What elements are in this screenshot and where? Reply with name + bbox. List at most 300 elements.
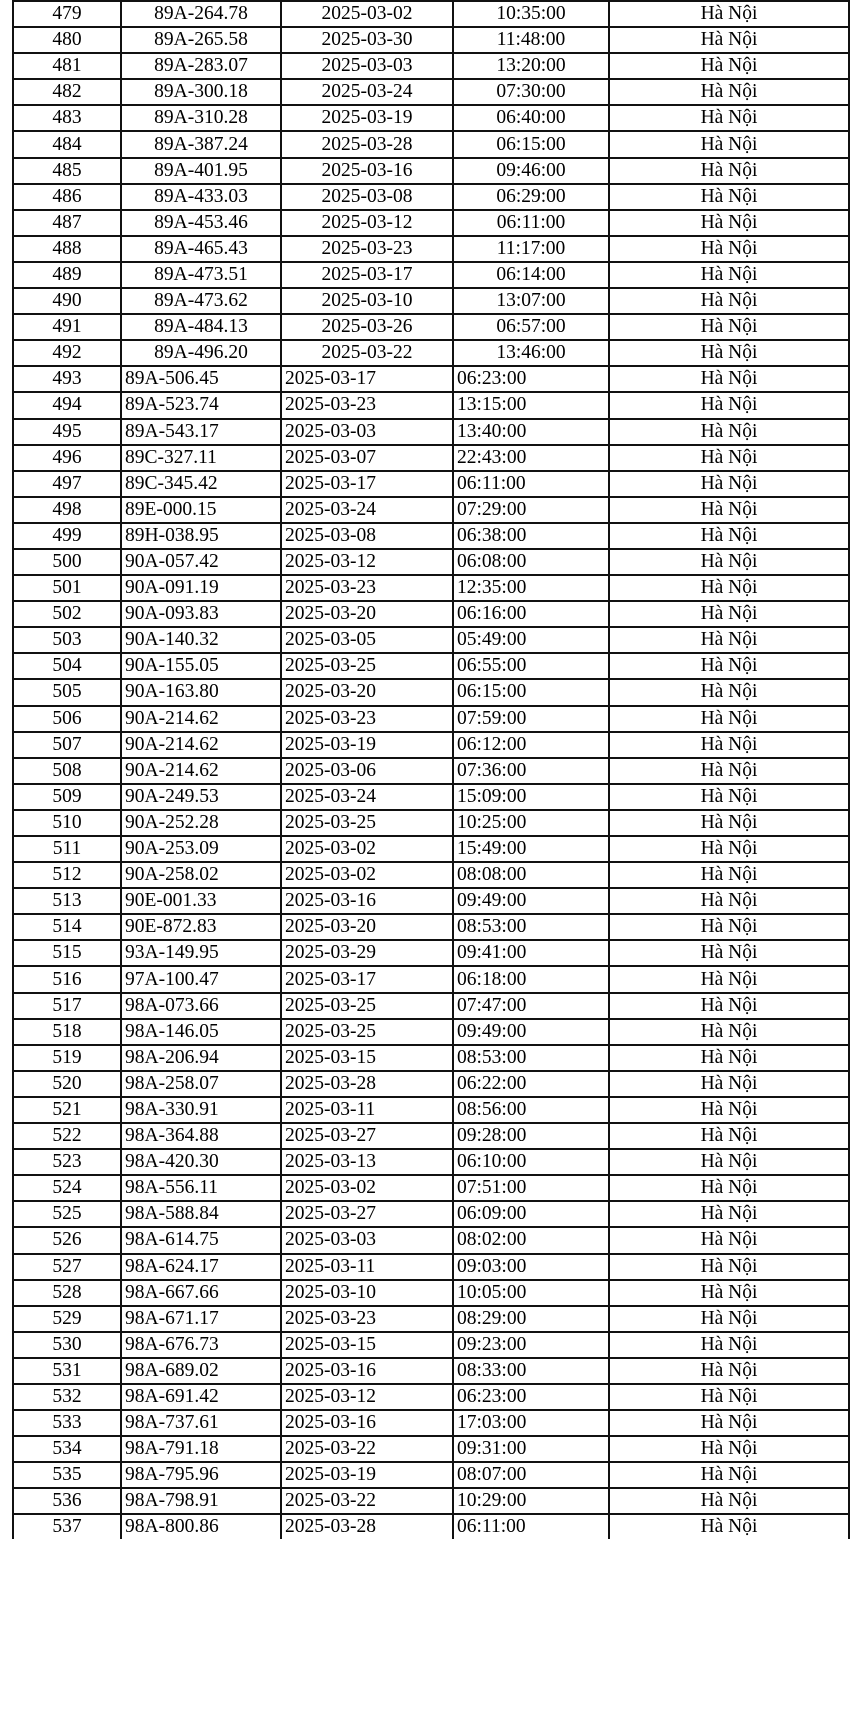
cell-city: Hà Nội — [609, 549, 849, 575]
cell-date: 2025-03-24 — [281, 497, 453, 523]
cell-date: 2025-03-02 — [281, 836, 453, 862]
cell-city: Hà Nội — [609, 366, 849, 392]
cell-date: 2025-03-16 — [281, 1358, 453, 1384]
cell-no: 534 — [13, 1436, 121, 1462]
cell-time: 06:29:00 — [453, 184, 609, 210]
cell-no: 503 — [13, 627, 121, 653]
cell-plate: 90E-001.33 — [121, 888, 281, 914]
cell-no: 512 — [13, 862, 121, 888]
cell-no: 528 — [13, 1280, 121, 1306]
cell-time: 08:02:00 — [453, 1227, 609, 1253]
cell-city: Hà Nội — [609, 497, 849, 523]
cell-date: 2025-03-25 — [281, 993, 453, 1019]
cell-date: 2025-03-13 — [281, 1149, 453, 1175]
cell-time: 06:09:00 — [453, 1201, 609, 1227]
cell-date: 2025-03-11 — [281, 1097, 453, 1123]
cell-date: 2025-03-03 — [281, 419, 453, 445]
cell-plate: 89A-496.20 — [121, 340, 281, 366]
cell-time: 08:33:00 — [453, 1358, 609, 1384]
cell-plate: 98A-073.66 — [121, 993, 281, 1019]
table-row — [13, 419, 849, 445]
cell-city: Hà Nội — [609, 288, 849, 314]
cell-no: 499 — [13, 523, 121, 549]
cell-plate: 89A-453.46 — [121, 210, 281, 236]
cell-date: 2025-03-10 — [281, 288, 453, 314]
table-row — [13, 1149, 849, 1175]
table-row — [13, 758, 849, 784]
cell-plate: 98A-364.88 — [121, 1123, 281, 1149]
cell-plate: 89A-473.62 — [121, 288, 281, 314]
cell-city: Hà Nội — [609, 1358, 849, 1384]
cell-date: 2025-03-08 — [281, 523, 453, 549]
cell-no: 524 — [13, 1175, 121, 1201]
cell-date: 2025-03-30 — [281, 27, 453, 53]
cell-time: 11:48:00 — [453, 27, 609, 53]
cell-city: Hà Nội — [609, 966, 849, 992]
cell-no: 500 — [13, 549, 121, 575]
cell-time: 06:55:00 — [453, 653, 609, 679]
cell-time: 08:08:00 — [453, 862, 609, 888]
cell-city: Hà Nội — [609, 653, 849, 679]
cell-no: 490 — [13, 288, 121, 314]
cell-date: 2025-03-05 — [281, 627, 453, 653]
cell-no: 497 — [13, 471, 121, 497]
cell-time: 09:41:00 — [453, 940, 609, 966]
cell-city: Hà Nội — [609, 210, 849, 236]
cell-time: 07:36:00 — [453, 758, 609, 784]
cell-time: 09:46:00 — [453, 158, 609, 184]
cell-time: 06:38:00 — [453, 523, 609, 549]
cell-plate: 98A-671.17 — [121, 1306, 281, 1332]
cell-city: Hà Nội — [609, 1227, 849, 1253]
cell-no: 525 — [13, 1201, 121, 1227]
cell-city: Hà Nội — [609, 810, 849, 836]
cell-city: Hà Nội — [609, 940, 849, 966]
table-row — [13, 679, 849, 705]
cell-city: Hà Nội — [609, 1514, 849, 1539]
cell-time: 17:03:00 — [453, 1410, 609, 1436]
cell-date: 2025-03-16 — [281, 1410, 453, 1436]
cell-no: 496 — [13, 445, 121, 471]
cell-city: Hà Nội — [609, 1488, 849, 1514]
cell-date: 2025-03-10 — [281, 1280, 453, 1306]
cell-no: 493 — [13, 366, 121, 392]
table-row — [13, 288, 849, 314]
cell-time: 07:59:00 — [453, 706, 609, 732]
cell-no: 480 — [13, 27, 121, 53]
cell-time: 06:40:00 — [453, 105, 609, 131]
cell-plate: 98A-206.94 — [121, 1045, 281, 1071]
cell-city: Hà Nội — [609, 1254, 849, 1280]
cell-time: 09:31:00 — [453, 1436, 609, 1462]
table-row — [13, 1410, 849, 1436]
cell-plate: 98A-667.66 — [121, 1280, 281, 1306]
cell-plate: 89A-283.07 — [121, 53, 281, 79]
table-row — [13, 497, 849, 523]
cell-no: 479 — [13, 1, 121, 27]
cell-city: Hà Nội — [609, 1436, 849, 1462]
cell-time: 15:09:00 — [453, 784, 609, 810]
cell-city: Hà Nội — [609, 471, 849, 497]
cell-city: Hà Nội — [609, 993, 849, 1019]
cell-date: 2025-03-15 — [281, 1045, 453, 1071]
cell-city: Hà Nội — [609, 836, 849, 862]
cell-city: Hà Nội — [609, 1384, 849, 1410]
cell-plate: 89A-523.74 — [121, 392, 281, 418]
cell-no: 521 — [13, 1097, 121, 1123]
cell-date: 2025-03-03 — [281, 1227, 453, 1253]
cell-date: 2025-03-02 — [281, 1, 453, 27]
cell-time: 09:49:00 — [453, 1019, 609, 1045]
table-row — [13, 601, 849, 627]
cell-plate: 98A-258.07 — [121, 1071, 281, 1097]
cell-plate: 90A-091.19 — [121, 575, 281, 601]
cell-plate: 98A-624.17 — [121, 1254, 281, 1280]
cell-no: 523 — [13, 1149, 121, 1175]
cell-city: Hà Nội — [609, 419, 849, 445]
table-row — [13, 1019, 849, 1045]
cell-date: 2025-03-28 — [281, 1071, 453, 1097]
cell-plate: 98A-691.42 — [121, 1384, 281, 1410]
table-row — [13, 236, 849, 262]
cell-date: 2025-03-23 — [281, 706, 453, 732]
cell-city: Hà Nội — [609, 79, 849, 105]
cell-time: 12:35:00 — [453, 575, 609, 601]
cell-time: 22:43:00 — [453, 445, 609, 471]
cell-time: 06:16:00 — [453, 601, 609, 627]
cell-plate: 98A-420.30 — [121, 1149, 281, 1175]
table-row — [13, 366, 849, 392]
cell-no: 517 — [13, 993, 121, 1019]
table-row — [13, 1514, 849, 1539]
cell-date: 2025-03-17 — [281, 366, 453, 392]
cell-no: 522 — [13, 1123, 121, 1149]
table-row — [13, 471, 849, 497]
cell-date: 2025-03-27 — [281, 1123, 453, 1149]
table-row — [13, 131, 849, 157]
cell-time: 07:29:00 — [453, 497, 609, 523]
cell-city: Hà Nội — [609, 184, 849, 210]
cell-plate: 90A-214.62 — [121, 706, 281, 732]
cell-plate: 89A-465.43 — [121, 236, 281, 262]
table-row — [13, 1175, 849, 1201]
cell-date: 2025-03-08 — [281, 184, 453, 210]
cell-no: 518 — [13, 1019, 121, 1045]
table-row — [13, 210, 849, 236]
cell-time: 06:18:00 — [453, 966, 609, 992]
cell-no: 487 — [13, 210, 121, 236]
table-row — [13, 1358, 849, 1384]
cell-plate: 90A-258.02 — [121, 862, 281, 888]
cell-no: 530 — [13, 1332, 121, 1358]
cell-plate: 90A-249.53 — [121, 784, 281, 810]
cell-time: 06:11:00 — [453, 471, 609, 497]
cell-no: 537 — [13, 1514, 121, 1539]
cell-date: 2025-03-24 — [281, 784, 453, 810]
cell-date: 2025-03-23 — [281, 236, 453, 262]
cell-plate: 90A-253.09 — [121, 836, 281, 862]
cell-plate: 98A-588.84 — [121, 1201, 281, 1227]
cell-no: 533 — [13, 1410, 121, 1436]
cell-time: 06:15:00 — [453, 679, 609, 705]
cell-city: Hà Nội — [609, 862, 849, 888]
cell-plate: 89A-387.24 — [121, 131, 281, 157]
cell-plate: 89A-433.03 — [121, 184, 281, 210]
cell-time: 06:57:00 — [453, 314, 609, 340]
table-row — [13, 1, 849, 27]
cell-no: 519 — [13, 1045, 121, 1071]
cell-plate: 98A-676.73 — [121, 1332, 281, 1358]
cell-no: 501 — [13, 575, 121, 601]
cell-plate: 90A-214.62 — [121, 758, 281, 784]
cell-plate: 90A-140.32 — [121, 627, 281, 653]
cell-city: Hà Nội — [609, 1, 849, 27]
cell-city: Hà Nội — [609, 1410, 849, 1436]
cell-date: 2025-03-23 — [281, 392, 453, 418]
cell-plate: 98A-800.86 — [121, 1514, 281, 1539]
table-row — [13, 445, 849, 471]
cell-no: 485 — [13, 158, 121, 184]
cell-time: 11:17:00 — [453, 236, 609, 262]
cell-city: Hà Nội — [609, 1280, 849, 1306]
table-row — [13, 1227, 849, 1253]
cell-time: 10:35:00 — [453, 1, 609, 27]
cell-time: 06:11:00 — [453, 210, 609, 236]
table-row — [13, 549, 849, 575]
cell-date: 2025-03-23 — [281, 575, 453, 601]
table-row — [13, 105, 849, 131]
cell-no: 498 — [13, 497, 121, 523]
cell-no: 495 — [13, 419, 121, 445]
cell-no: 484 — [13, 131, 121, 157]
cell-date: 2025-03-20 — [281, 679, 453, 705]
cell-date: 2025-03-03 — [281, 53, 453, 79]
cell-city: Hà Nội — [609, 1019, 849, 1045]
table-row — [13, 314, 849, 340]
cell-date: 2025-03-25 — [281, 810, 453, 836]
cell-no: 527 — [13, 1254, 121, 1280]
cell-plate: 90A-155.05 — [121, 653, 281, 679]
cell-no: 516 — [13, 966, 121, 992]
cell-plate: 98A-689.02 — [121, 1358, 281, 1384]
cell-plate: 89A-264.78 — [121, 1, 281, 27]
cell-date: 2025-03-25 — [281, 653, 453, 679]
cell-time: 08:56:00 — [453, 1097, 609, 1123]
cell-plate: 98A-737.61 — [121, 1410, 281, 1436]
table-row — [13, 79, 849, 105]
cell-no: 536 — [13, 1488, 121, 1514]
cell-city: Hà Nội — [609, 784, 849, 810]
cell-city: Hà Nội — [609, 105, 849, 131]
table-row — [13, 1280, 849, 1306]
cell-time: 08:53:00 — [453, 914, 609, 940]
table-row — [13, 732, 849, 758]
violation-table — [12, 0, 850, 1539]
table-row — [13, 653, 849, 679]
cell-date: 2025-03-17 — [281, 262, 453, 288]
cell-date: 2025-03-07 — [281, 445, 453, 471]
cell-date: 2025-03-22 — [281, 340, 453, 366]
cell-no: 510 — [13, 810, 121, 836]
cell-city: Hà Nội — [609, 1045, 849, 1071]
cell-plate: 89A-310.28 — [121, 105, 281, 131]
cell-time: 06:23:00 — [453, 1384, 609, 1410]
cell-time: 06:10:00 — [453, 1149, 609, 1175]
cell-city: Hà Nội — [609, 131, 849, 157]
cell-plate: 89A-543.17 — [121, 419, 281, 445]
table-row — [13, 993, 849, 1019]
cell-city: Hà Nội — [609, 706, 849, 732]
cell-city: Hà Nội — [609, 758, 849, 784]
table-row — [13, 888, 849, 914]
table-row — [13, 914, 849, 940]
cell-no: 509 — [13, 784, 121, 810]
cell-no: 491 — [13, 314, 121, 340]
table-row — [13, 340, 849, 366]
cell-time: 13:20:00 — [453, 53, 609, 79]
cell-time: 10:29:00 — [453, 1488, 609, 1514]
table-row — [13, 575, 849, 601]
cell-time: 05:49:00 — [453, 627, 609, 653]
cell-no: 526 — [13, 1227, 121, 1253]
cell-date: 2025-03-02 — [281, 862, 453, 888]
table-row — [13, 1306, 849, 1332]
cell-city: Hà Nội — [609, 1306, 849, 1332]
cell-city: Hà Nội — [609, 314, 849, 340]
cell-city: Hà Nội — [609, 1149, 849, 1175]
cell-no: 531 — [13, 1358, 121, 1384]
cell-date: 2025-03-23 — [281, 1306, 453, 1332]
cell-date: 2025-03-02 — [281, 1175, 453, 1201]
cell-city: Hà Nội — [609, 601, 849, 627]
cell-date: 2025-03-29 — [281, 940, 453, 966]
table-row — [13, 1436, 849, 1462]
table-row — [13, 27, 849, 53]
cell-date: 2025-03-17 — [281, 966, 453, 992]
cell-no: 535 — [13, 1462, 121, 1488]
cell-city: Hà Nội — [609, 679, 849, 705]
cell-no: 511 — [13, 836, 121, 862]
cell-time: 08:53:00 — [453, 1045, 609, 1071]
cell-time: 13:15:00 — [453, 392, 609, 418]
cell-no: 515 — [13, 940, 121, 966]
cell-plate: 90A-093.83 — [121, 601, 281, 627]
cell-plate: 98A-791.18 — [121, 1436, 281, 1462]
cell-time: 08:29:00 — [453, 1306, 609, 1332]
cell-no: 520 — [13, 1071, 121, 1097]
cell-plate: 98A-556.11 — [121, 1175, 281, 1201]
cell-city: Hà Nội — [609, 158, 849, 184]
cell-date: 2025-03-16 — [281, 158, 453, 184]
cell-plate: 89A-401.95 — [121, 158, 281, 184]
cell-plate: 90E-872.83 — [121, 914, 281, 940]
cell-date: 2025-03-12 — [281, 210, 453, 236]
cell-city: Hà Nội — [609, 1097, 849, 1123]
table-row — [13, 262, 849, 288]
cell-date: 2025-03-22 — [281, 1436, 453, 1462]
cell-date: 2025-03-06 — [281, 758, 453, 784]
cell-time: 13:40:00 — [453, 419, 609, 445]
cell-no: 514 — [13, 914, 121, 940]
cell-time: 06:14:00 — [453, 262, 609, 288]
table-row — [13, 627, 849, 653]
cell-time: 10:05:00 — [453, 1280, 609, 1306]
cell-time: 07:47:00 — [453, 993, 609, 1019]
cell-time: 06:11:00 — [453, 1514, 609, 1539]
cell-time: 06:15:00 — [453, 131, 609, 157]
cell-plate: 89C-345.42 — [121, 471, 281, 497]
cell-no: 483 — [13, 105, 121, 131]
cell-time: 07:51:00 — [453, 1175, 609, 1201]
cell-city: Hà Nội — [609, 392, 849, 418]
cell-plate: 90A-214.62 — [121, 732, 281, 758]
cell-plate: 98A-798.91 — [121, 1488, 281, 1514]
cell-date: 2025-03-26 — [281, 314, 453, 340]
table-row — [13, 392, 849, 418]
table-body — [13, 1, 849, 1539]
cell-no: 508 — [13, 758, 121, 784]
cell-city: Hà Nội — [609, 627, 849, 653]
cell-city: Hà Nội — [609, 888, 849, 914]
cell-city: Hà Nội — [609, 1175, 849, 1201]
table-row — [13, 1045, 849, 1071]
cell-no: 505 — [13, 679, 121, 705]
table-row — [13, 1123, 849, 1149]
cell-date: 2025-03-19 — [281, 1462, 453, 1488]
cell-plate: 97A-100.47 — [121, 966, 281, 992]
cell-plate: 90A-252.28 — [121, 810, 281, 836]
table-row — [13, 1097, 849, 1123]
cell-city: Hà Nội — [609, 523, 849, 549]
cell-city: Hà Nội — [609, 914, 849, 940]
table-row — [13, 1071, 849, 1097]
table-row — [13, 1488, 849, 1514]
cell-city: Hà Nội — [609, 27, 849, 53]
cell-city: Hà Nội — [609, 1201, 849, 1227]
cell-no: 506 — [13, 706, 121, 732]
cell-city: Hà Nội — [609, 340, 849, 366]
cell-plate: 89A-484.13 — [121, 314, 281, 340]
cell-date: 2025-03-24 — [281, 79, 453, 105]
table-row — [13, 158, 849, 184]
cell-plate: 89E-000.15 — [121, 497, 281, 523]
cell-plate: 89C-327.11 — [121, 445, 281, 471]
table-row — [13, 1384, 849, 1410]
table-row — [13, 1254, 849, 1280]
cell-date: 2025-03-19 — [281, 105, 453, 131]
cell-time: 13:46:00 — [453, 340, 609, 366]
cell-time: 13:07:00 — [453, 288, 609, 314]
cell-date: 2025-03-20 — [281, 601, 453, 627]
cell-no: 502 — [13, 601, 121, 627]
cell-time: 08:07:00 — [453, 1462, 609, 1488]
cell-time: 09:28:00 — [453, 1123, 609, 1149]
cell-date: 2025-03-27 — [281, 1201, 453, 1227]
cell-plate: 98A-146.05 — [121, 1019, 281, 1045]
cell-plate: 89A-265.58 — [121, 27, 281, 53]
cell-no: 507 — [13, 732, 121, 758]
cell-city: Hà Nội — [609, 53, 849, 79]
table-row — [13, 836, 849, 862]
cell-plate: 89H-038.95 — [121, 523, 281, 549]
cell-city: Hà Nội — [609, 1462, 849, 1488]
table-row — [13, 1201, 849, 1227]
cell-city: Hà Nội — [609, 445, 849, 471]
cell-date: 2025-03-17 — [281, 471, 453, 497]
table-row — [13, 184, 849, 210]
cell-time: 06:12:00 — [453, 732, 609, 758]
cell-city: Hà Nội — [609, 575, 849, 601]
